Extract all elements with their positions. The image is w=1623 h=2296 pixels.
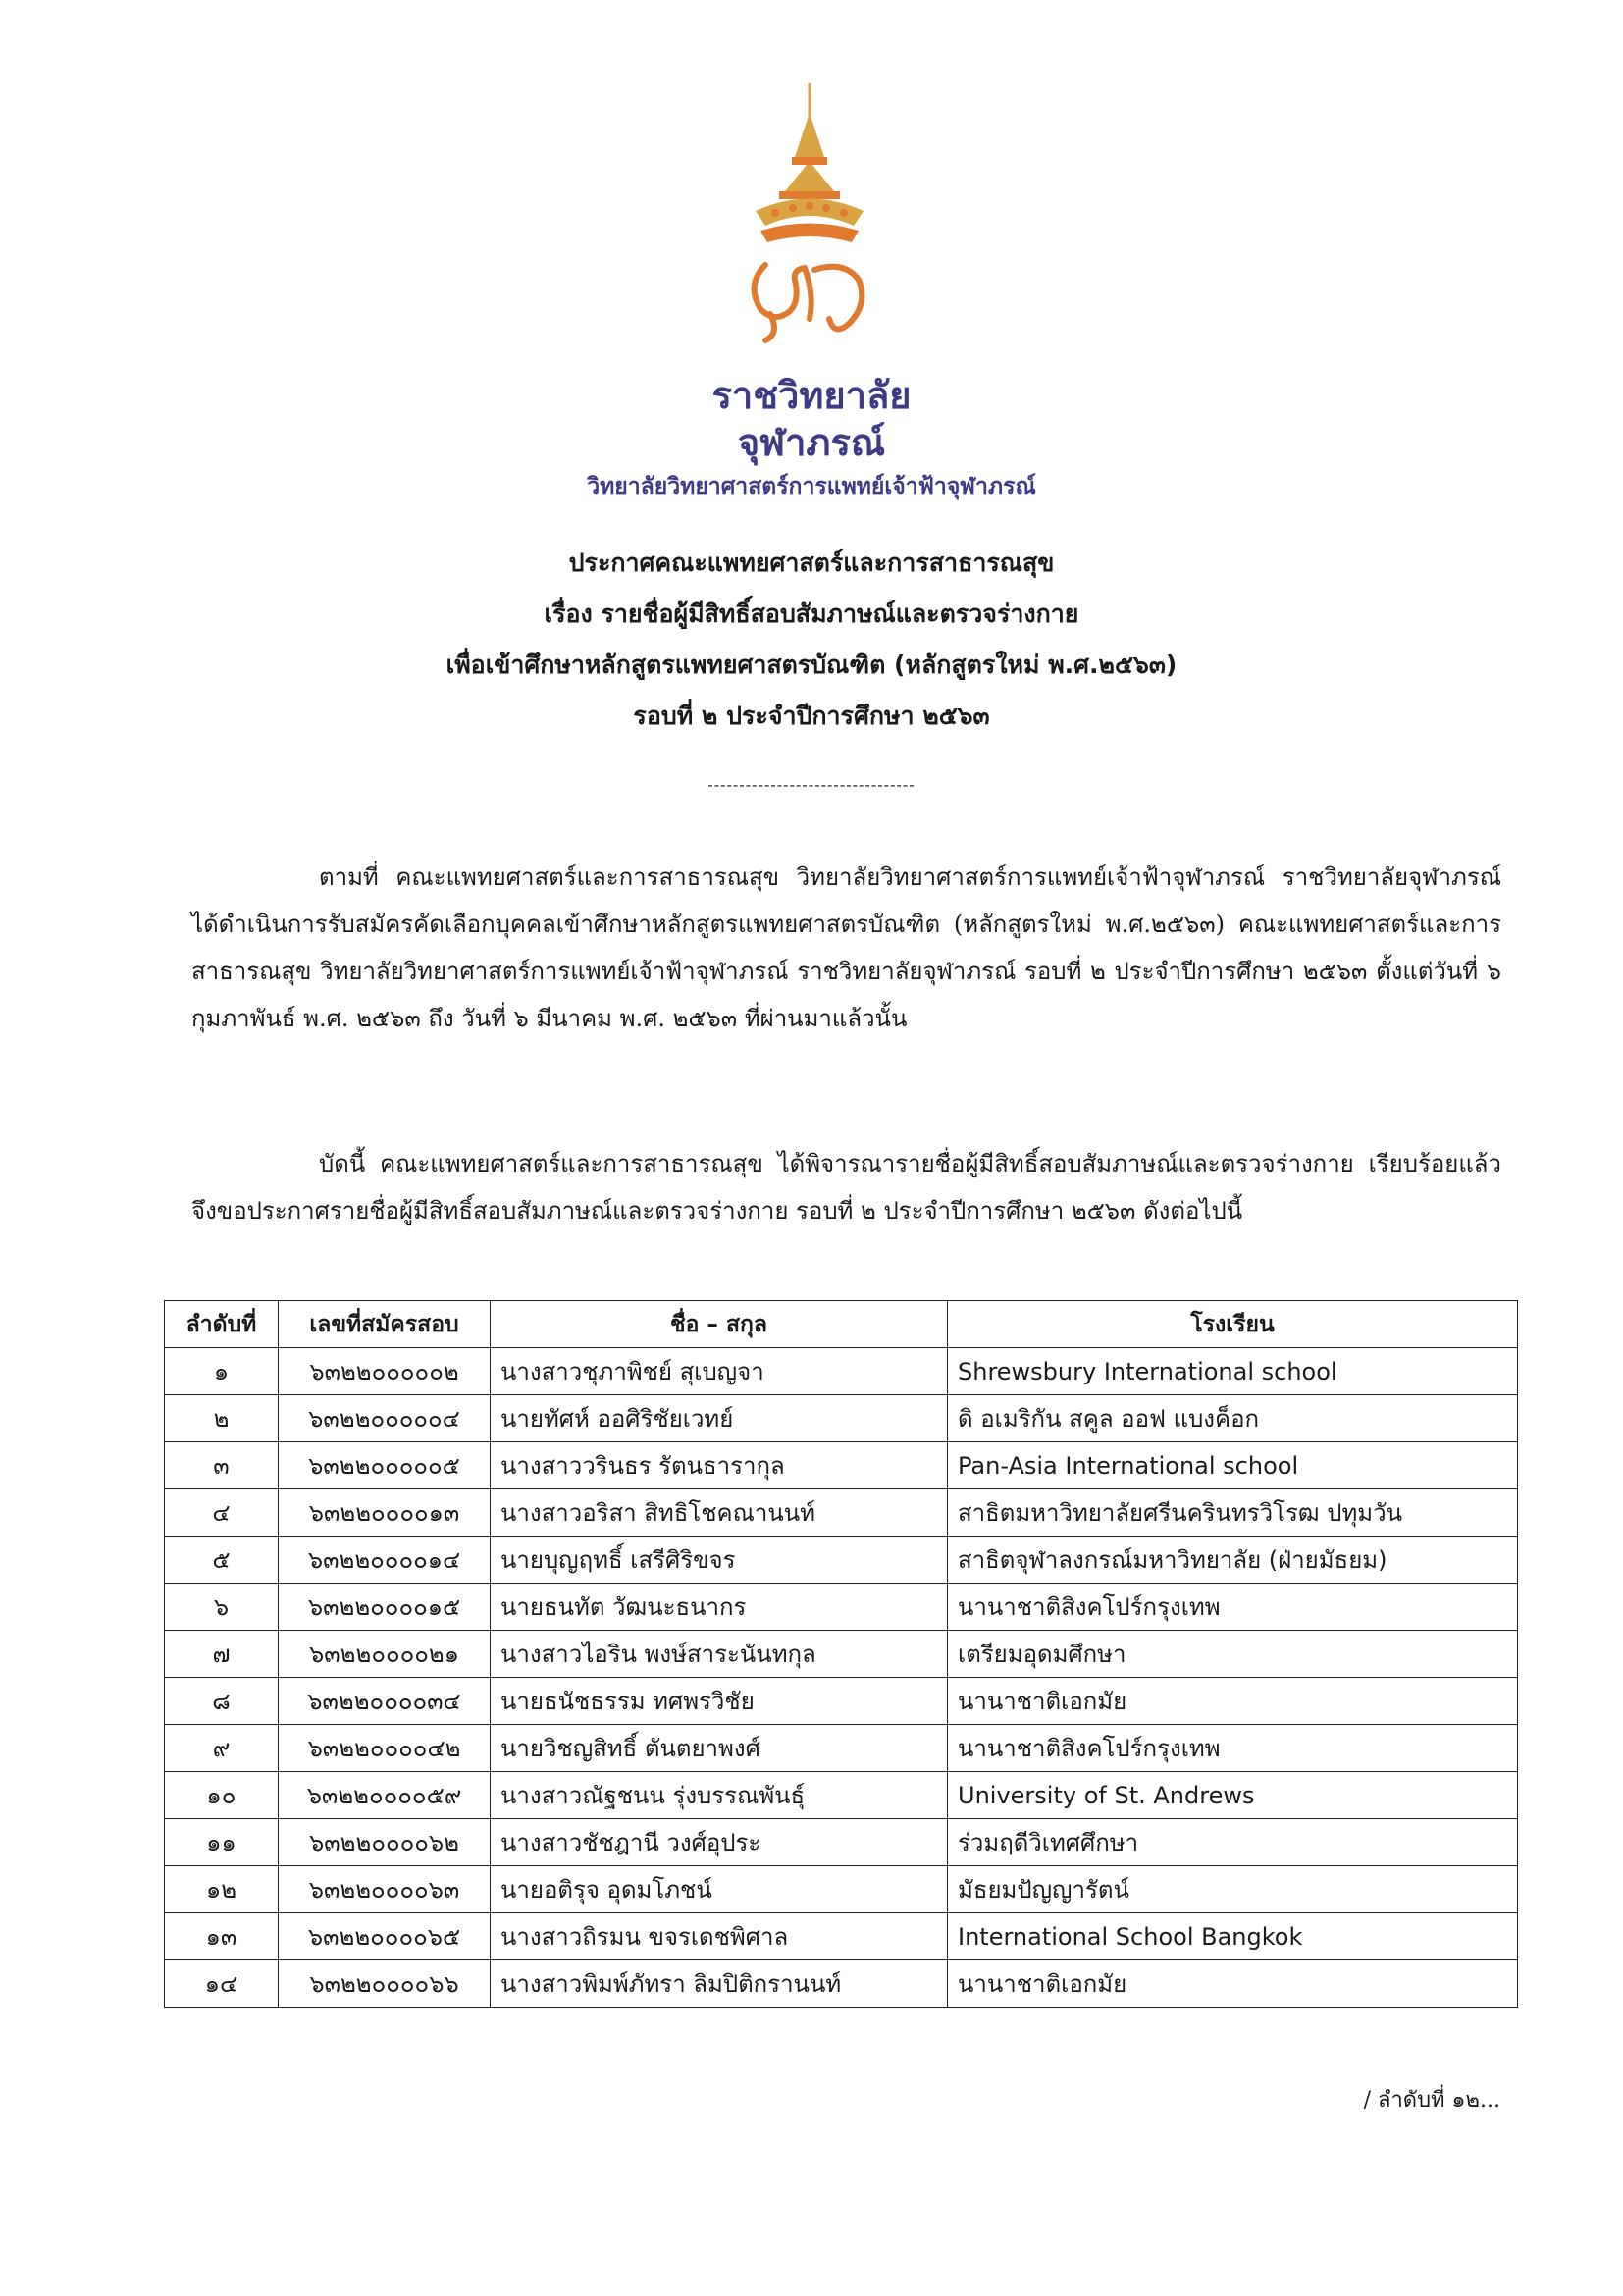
title-line4: รอบที่ ๒ ประจำปีการศึกษา ๒๕๖๓: [633, 702, 990, 730]
cell-application-id: ๖๓๒๒๐๐๐๐๒๑: [279, 1631, 491, 1678]
cell-order: ๑๓: [165, 1913, 279, 1960]
paragraph-2-text: บัดนี้ คณะแพทยศาสตร์และการสาธารณสุข ได้พิจารณารายชื่อผู้มีสิทธิ์สอบสัมภาษณ์และตรวจร่างกาย เรียบร้อยแล้ว จึงขอประกาศรายชื่อผู้มีสิทธิ์สอบสัมภาษณ์และตรวจร่างกาย รอบที่ ๒ ประจำปีการศึกษา ๒๕๖๓ ดังต่อไปนี้: [191, 1150, 1501, 1225]
institution-name-line1: ราชวิทยาลัย: [711, 374, 912, 417]
thai-monogram-icon: [755, 265, 863, 340]
table-row: [165, 1631, 1518, 1678]
cell-school: ดิ อเมริกัน สคูล ออฟ แบงค็อก: [948, 1395, 1518, 1442]
title-separator: ---------------------------------: [707, 775, 916, 794]
table-row: [165, 1395, 1518, 1442]
table-row: [165, 1725, 1518, 1772]
paragraph-1-text: ตามที่ คณะแพทยศาสตร์และการสาธารณสุข วิทยาลัยวิทยาศาสตร์การแพทย์เจ้าฟ้าจุฬาภรณ์ ราชวิทยาลัยจุฬาภรณ์ ได้ดำเนินการรับสมัครคัดเลือกบุคคลเข้าศึกษาหลักสูตรแพทยศาสตรบัณฑิต (หลักสูตรใหม่ พ.ศ.๒๕๖๓) คณะแพทยศาสตร์และการสาธารณสุข วิทยาลัยวิทยาศาสตร์การแพทย์เจ้าฟ้าจุฬาภรณ์ ราชวิทยาลัยจุฬาภรณ์ รอบที่ ๒ ประจำปีการศึกษา ๒๕๖๓ ตั้งแต่วันที่ ๖ กุมภาพันธ์ พ.ศ. ๒๕๖๓ ถึง วันที่ ๖ มีนาคม พ.ศ. ๒๕๖๓ ที่ผ่านมาแล้วนั้น: [191, 863, 1501, 1032]
table-row: [165, 1348, 1518, 1395]
header-full-name: ชื่อ – สกุล: [491, 1301, 948, 1348]
cell-application-id: ๖๓๒๒๐๐๐๐๓๔: [279, 1678, 491, 1725]
cell-school: นานาชาติสิงคโปร์กรุงเทพ: [948, 1584, 1518, 1631]
table-row: [165, 1537, 1518, 1584]
cell-school: นานาชาติเอกมัย: [948, 1678, 1518, 1725]
cell-full-name: นายทัศห์ ออศิริชัยเวทย์: [491, 1395, 948, 1442]
table-row: [165, 1913, 1518, 1960]
cell-order: ๑๐: [165, 1772, 279, 1819]
cell-full-name: นางสาวชัชฎานี วงศ์อุประ: [491, 1819, 948, 1866]
college-name: วิทยาลัยวิทยาศาสตร์การแพทย์เจ้าฟ้าจุฬาภรณ์: [587, 474, 1036, 499]
cell-school: มัธยมปัญญารัตน์: [948, 1866, 1518, 1913]
header-school: โรงเรียน: [948, 1301, 1518, 1348]
cell-application-id: ๖๓๒๒๐๐๐๐๑๔: [279, 1537, 491, 1584]
cell-full-name: นางสาวพิมพ์ภัทรา ลิมปิติกรานนท์: [491, 1960, 948, 2008]
cell-full-name: นางสาวชุภาพิชย์ สุเบญจา: [491, 1348, 948, 1395]
announcement-title: [0, 538, 1623, 742]
cell-application-id: ๖๓๒๒๐๐๐๐๖๓: [279, 1866, 491, 1913]
cell-application-id: ๖๓๒๒๐๐๐๐๐๒: [279, 1348, 491, 1395]
cell-order: ๔: [165, 1489, 279, 1537]
continuation-note: / ลำดับที่ ๑๒...: [1363, 2088, 1500, 2113]
table-row: [165, 1866, 1518, 1913]
cell-application-id: ๖๓๒๒๐๐๐๐๖๕: [279, 1913, 491, 1960]
cell-order: ๑๑: [165, 1819, 279, 1866]
cell-order: ๕: [165, 1537, 279, 1584]
candidate-rows: [165, 1348, 1518, 2008]
cell-school: University of St. Andrews: [948, 1772, 1518, 1819]
table-row: [165, 1442, 1518, 1489]
title-line1: ประกาศคณะแพทยศาสตร์และการสาธารณสุข: [568, 548, 1055, 577]
cell-application-id: ๖๓๒๒๐๐๐๐๑๕: [279, 1584, 491, 1631]
table-header-row: [165, 1301, 1518, 1348]
table-row: [165, 1489, 1518, 1537]
college-crest-logo: [736, 83, 883, 348]
cell-school: ร่วมฤดีวิเทศศึกษา: [948, 1819, 1518, 1866]
table-row: [165, 1819, 1518, 1866]
cell-order: ๖: [165, 1584, 279, 1631]
cell-application-id: ๖๓๒๒๐๐๐๐๐๕: [279, 1442, 491, 1489]
cell-full-name: นายวิชญสิทธิ์ ตันตยาพงศ์: [491, 1725, 948, 1772]
title-line3: เพื่อเข้าศึกษาหลักสูตรแพทยศาสตรบัณฑิต (หลักสูตรใหม่ พ.ศ.๒๕๖๓): [445, 651, 1178, 679]
cell-application-id: ๖๓๒๒๐๐๐๐๑๓: [279, 1489, 491, 1537]
cell-school: Pan-Asia International school: [948, 1442, 1518, 1489]
cell-order: ๒: [165, 1395, 279, 1442]
cell-full-name: นางสาวณัฐชนน รุ่งบรรณพันธุ์: [491, 1772, 948, 1819]
cell-school: นานาชาติสิงคโปร์กรุงเทพ: [948, 1725, 1518, 1772]
title-line2: เรื่อง รายชื่อผู้มีสิทธิ์สอบสัมภาษณ์และตรวจร่างกาย: [544, 600, 1079, 628]
cell-full-name: นางสาวอริสา สิทธิโชคณานนท์: [491, 1489, 948, 1537]
cell-full-name: นายบุญฤทธิ์ เสรีศิริขจร: [491, 1537, 948, 1584]
cell-order: ๓: [165, 1442, 279, 1489]
table-row: [165, 1772, 1518, 1819]
cell-school: นานาชาติเอกมัย: [948, 1960, 1518, 2008]
candidate-table: [164, 1300, 1518, 2008]
cell-full-name: นางสาวไอริน พงษ์สาระนันทกุล: [491, 1631, 948, 1678]
cell-order: ๑๒: [165, 1866, 279, 1913]
cell-order: ๑: [165, 1348, 279, 1395]
institution-name-line2: จุฬาภรณ์: [737, 421, 886, 464]
table-row: [165, 1678, 1518, 1725]
table-row: [165, 1584, 1518, 1631]
cell-application-id: ๖๓๒๒๐๐๐๐๔๒: [279, 1725, 491, 1772]
body-paragraph-1: [191, 854, 1501, 1042]
cell-order: ๘: [165, 1678, 279, 1725]
body-paragraph-2: [191, 1140, 1501, 1234]
cell-school: สาธิตจุฬาลงกรณ์มหาวิทยาลัย (ฝ่ายมัธยม): [948, 1537, 1518, 1584]
cell-order: ๗: [165, 1631, 279, 1678]
cell-application-id: ๖๓๒๒๐๐๐๐๖๒: [279, 1819, 491, 1866]
cell-application-id: ๖๓๒๒๐๐๐๐๖๖: [279, 1960, 491, 2008]
header-application-id: เลขที่สมัครสอบ: [279, 1301, 491, 1348]
cell-full-name: นางสาวถิรมน ขจรเดชพิศาล: [491, 1913, 948, 1960]
crown-icon: [756, 83, 864, 242]
cell-full-name: นายธนัชธรรม ทศพรวิชัย: [491, 1678, 948, 1725]
cell-school: Shrewsbury International school: [948, 1348, 1518, 1395]
cell-school: เตรียมอุดมศึกษา: [948, 1631, 1518, 1678]
cell-full-name: นายอติรุจ อุดมโภชน์: [491, 1866, 948, 1913]
cell-full-name: นางสาววรินธร รัตนธารากุล: [491, 1442, 948, 1489]
cell-application-id: ๖๓๒๒๐๐๐๐๐๔: [279, 1395, 491, 1442]
table-row: [165, 1960, 1518, 2008]
cell-school: สาธิตมหาวิทยาลัยศรีนครินทรวิโรฒ ปทุมวัน: [948, 1489, 1518, 1537]
cell-order: ๙: [165, 1725, 279, 1772]
cell-application-id: ๖๓๒๒๐๐๐๐๕๙: [279, 1772, 491, 1819]
cell-order: ๑๔: [165, 1960, 279, 2008]
cell-full-name: นายธนทัต วัฒนะธนากร: [491, 1584, 948, 1631]
header-order: ลำดับที่: [165, 1301, 279, 1348]
cell-school: International School Bangkok: [948, 1913, 1518, 1960]
